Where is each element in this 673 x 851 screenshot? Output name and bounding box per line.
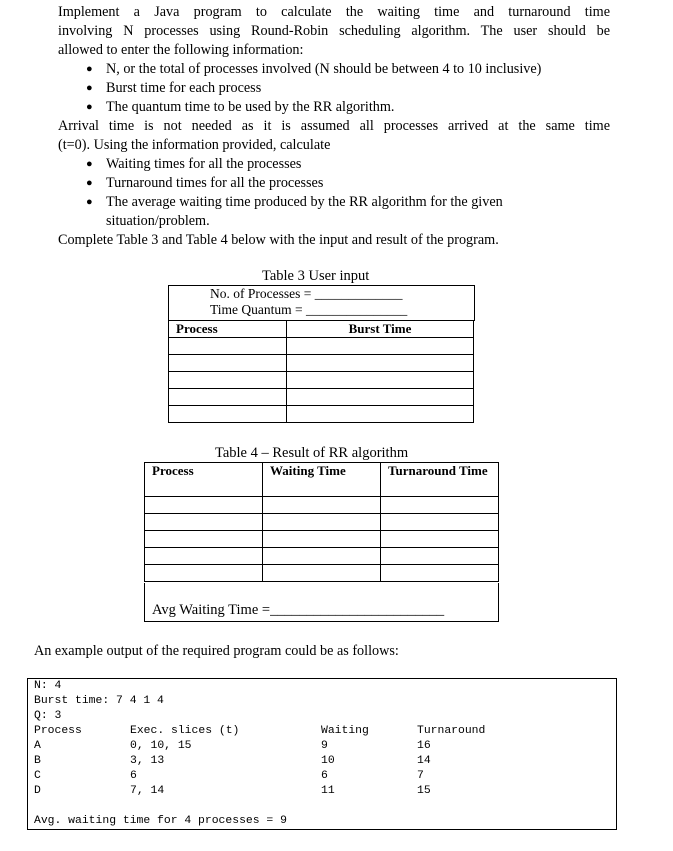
table-cell[interactable]	[169, 389, 287, 406]
table4-header-row	[145, 463, 499, 497]
output-row-turnaround: 15	[417, 785, 431, 797]
complete-instruction: Complete Table 3 and Table 4 below with the input and result of the program.	[58, 232, 499, 248]
table-cell[interactable]	[169, 406, 287, 423]
bullet-text-continued: situation/problem.	[106, 213, 210, 229]
bullet-text: N, or the total of processes involved (N should be between 4 to 10 inclusive)	[106, 61, 542, 77]
output-header-slices: Exec. slices (t)	[130, 725, 240, 737]
example-output-box	[27, 678, 617, 830]
bullet-icon: ●	[86, 177, 93, 189]
table-row	[145, 514, 499, 531]
table-cell[interactable]	[381, 548, 499, 565]
bullet-icon: ●	[86, 196, 93, 208]
output-header-process: Process	[34, 725, 82, 737]
table-row	[145, 565, 499, 582]
table-cell[interactable]	[263, 565, 381, 582]
output-burst-line: Burst time: 7 4 1 4	[34, 695, 164, 707]
table-cell[interactable]	[381, 497, 499, 514]
table-cell[interactable]	[263, 548, 381, 565]
table-cell[interactable]	[169, 355, 287, 372]
table-row	[145, 548, 499, 565]
table4-header-turnaround: Turnaround Time	[381, 463, 499, 497]
n-processes-field	[210, 286, 402, 302]
output-row-slices: 6	[130, 770, 137, 782]
output-row-waiting: 11	[321, 785, 335, 797]
table-cell[interactable]	[263, 531, 381, 548]
table3-header-process: Process	[169, 321, 287, 338]
output-avg-line: Avg. waiting time for 4 processes = 9	[34, 815, 287, 827]
table-cell[interactable]	[145, 565, 263, 582]
output-quantum-line: Q: 3	[34, 710, 62, 722]
quantum-label: Time Quantum =	[210, 302, 306, 317]
bullet-icon: ●	[86, 63, 93, 75]
bullet-icon: ●	[86, 82, 93, 94]
table3-header-burst: Burst Time	[287, 321, 474, 338]
arrival-paragraph	[58, 117, 610, 155]
table3-input-box	[168, 285, 475, 321]
table-cell[interactable]	[287, 406, 474, 423]
table-cell[interactable]	[381, 565, 499, 582]
table-row	[169, 406, 474, 423]
quantum-field	[210, 302, 407, 318]
table-row	[169, 372, 474, 389]
output-row-turnaround: 7	[417, 770, 424, 782]
table3-header-row	[169, 321, 474, 338]
table4-caption: Table 4 – Result of RR algorithm	[215, 445, 409, 461]
bullet-icon: ●	[86, 101, 93, 113]
table-cell[interactable]	[381, 531, 499, 548]
table-cell[interactable]	[287, 372, 474, 389]
table3-caption: Table 3 User input	[262, 268, 370, 284]
n-processes-label: No. of Processes =	[210, 286, 315, 301]
table-cell[interactable]	[263, 497, 381, 514]
table-cell[interactable]	[287, 355, 474, 372]
n-processes-blank[interactable]: _____________	[314, 286, 403, 301]
bullet-text: Burst time for each process	[106, 80, 262, 96]
output-row-turnaround: 16	[417, 740, 431, 752]
intro-line: Implement a Java program to calculate the waiting time and turnaround time	[58, 4, 610, 20]
table-cell[interactable]	[169, 372, 287, 389]
table-cell[interactable]	[287, 338, 474, 355]
table4-header-process: Process	[145, 463, 263, 497]
table-cell[interactable]	[381, 514, 499, 531]
arrival-line: (t=0). Using the information provided, calculate	[58, 137, 331, 153]
intro-line: involving N processes using Round-Robin scheduling algorithm. The user should be	[58, 23, 610, 39]
table-cell[interactable]	[169, 338, 287, 355]
table-row	[169, 389, 474, 406]
output-row-slices: 0, 10, 15	[130, 740, 192, 752]
table-row	[145, 531, 499, 548]
bullet-text: Waiting times for all the processes	[106, 156, 302, 172]
avg-waiting-field	[152, 602, 444, 619]
bullet-text: Turnaround times for all the processes	[106, 175, 324, 191]
table-row	[169, 355, 474, 372]
quantum-blank[interactable]: _______________	[306, 302, 408, 317]
avg-waiting-label: Avg Waiting Time =	[152, 602, 271, 618]
output-row-slices: 7, 14	[130, 785, 165, 797]
output-header-turnaround: Turnaround	[417, 725, 486, 737]
table-cell[interactable]	[287, 389, 474, 406]
table4-header-waiting: Waiting Time	[263, 463, 381, 497]
output-row-process: C	[34, 770, 41, 782]
arrival-line: Arrival time is not needed as it is assumed all processes arrived at the same time	[58, 118, 610, 134]
table3	[168, 320, 474, 423]
output-row-waiting: 10	[321, 755, 335, 767]
bullet-text: The quantum time to be used by the RR algorithm.	[106, 99, 395, 115]
table-cell[interactable]	[145, 531, 263, 548]
output-header-waiting: Waiting	[321, 725, 369, 737]
output-row-slices: 3, 13	[130, 755, 165, 767]
output-row-waiting: 6	[321, 770, 328, 782]
output-row-process: B	[34, 755, 41, 767]
table-cell[interactable]	[145, 548, 263, 565]
output-row-waiting: 9	[321, 740, 328, 752]
bullet-text: The average waiting time produced by the RR algorithm for the given	[106, 194, 503, 210]
table4	[144, 462, 499, 582]
avg-waiting-blank[interactable]: ________________________	[270, 602, 445, 618]
table-cell[interactable]	[145, 497, 263, 514]
intro-line: allowed to enter the following information:	[58, 42, 304, 58]
output-n-line: N: 4	[34, 680, 62, 692]
bullet-icon: ●	[86, 158, 93, 170]
intro-paragraph	[58, 3, 610, 60]
table-row	[145, 497, 499, 514]
avg-waiting-box	[144, 583, 499, 622]
table-cell[interactable]	[145, 514, 263, 531]
table-row	[169, 338, 474, 355]
table-cell[interactable]	[263, 514, 381, 531]
example-intro: An example output of the required program could be as follows:	[34, 643, 399, 659]
output-row-process: A	[34, 740, 41, 752]
output-row-process: D	[34, 785, 41, 797]
output-row-turnaround: 14	[417, 755, 431, 767]
